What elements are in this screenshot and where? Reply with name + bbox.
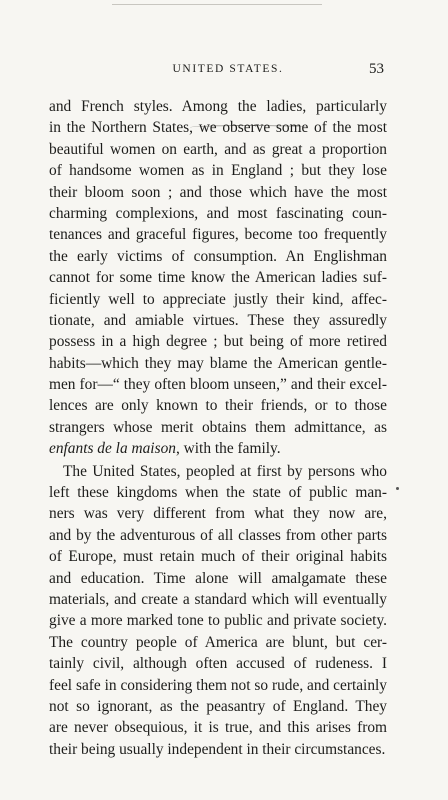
text-line: tionate, and amiable virtues. These they assuredly	[49, 311, 387, 329]
line-remainder: , with the family.	[175, 440, 281, 458]
text-line: possess in a high degree ; but being of more retired	[49, 333, 387, 351]
italic-phrase: enfants de la maison	[49, 440, 176, 458]
text-line: and by the adventurous of all classes from other parts	[49, 526, 387, 544]
text-line: strangers whose merit obtains them admittance, as	[49, 418, 387, 436]
text-line: beautiful women on earth, and as great a proportion	[49, 140, 387, 158]
text-line: tenances and graceful figures, become too frequently	[49, 226, 387, 244]
paragraph-1	[49, 96, 387, 460]
text-line-first: The United States, peopled at first by persons who	[63, 462, 387, 480]
text-line: and French styles. Among the ladies, particularly	[49, 98, 387, 115]
text-line: charming complexions, and most fascinating coun-	[49, 204, 387, 222]
text-line: feel safe in considering them not so rude, and certainly	[49, 676, 387, 694]
text-line: left these kingdoms when the state of public man-	[49, 484, 387, 502]
paragraph-2	[49, 461, 387, 760]
body-text	[49, 96, 387, 760]
text-line: are never obsequious, it is true, and this arises from	[49, 719, 387, 737]
text-line: ners was very different from what they now are,	[49, 505, 387, 523]
scan-edge-line	[112, 4, 322, 5]
text-line: not so ignorant, as the peasantry of England. They	[49, 697, 387, 715]
text-line: and education. Time alone will amalgamate these	[49, 569, 387, 587]
text-line-last	[49, 438, 387, 459]
text-line: tainly civil, although often accused of rudeness. I	[49, 655, 387, 673]
text-line: lences are only known to their friends, or to those	[49, 397, 387, 415]
text-line: give a more marked tone to public and private society.	[49, 612, 387, 630]
text-line: materials, and create a standard which will eventually	[49, 590, 387, 608]
text-line: their bloom soon ; and those which have the most	[49, 183, 387, 201]
running-title: UNITED STATES.	[172, 63, 284, 75]
text-line: cannot for some time know the American ladies suf-	[49, 269, 387, 287]
text-line: ficiently well to appreciate justly their kind, affec-	[49, 290, 387, 308]
text-line-last: their being usually independent in their circumstances.	[49, 740, 386, 758]
text-line: of handsome women as in England ; but they lose	[49, 162, 387, 180]
text-line: of Europe, must retain much of their original habits	[49, 548, 387, 566]
text-line: in the Northern States, we observe some of the most	[49, 119, 387, 137]
margin-dot-mark	[396, 487, 399, 490]
text-line: the early victims of consumption. An Englishman	[49, 247, 387, 265]
text-line: The country people of America are blunt, but cer-	[49, 633, 387, 651]
page-number: 53	[369, 61, 384, 77]
text-line: habits—which they may blame the American gentle-	[49, 354, 387, 372]
running-head	[84, 61, 384, 81]
text-line: men for—“ they often bloom unseen,” and their excel-	[49, 376, 387, 394]
